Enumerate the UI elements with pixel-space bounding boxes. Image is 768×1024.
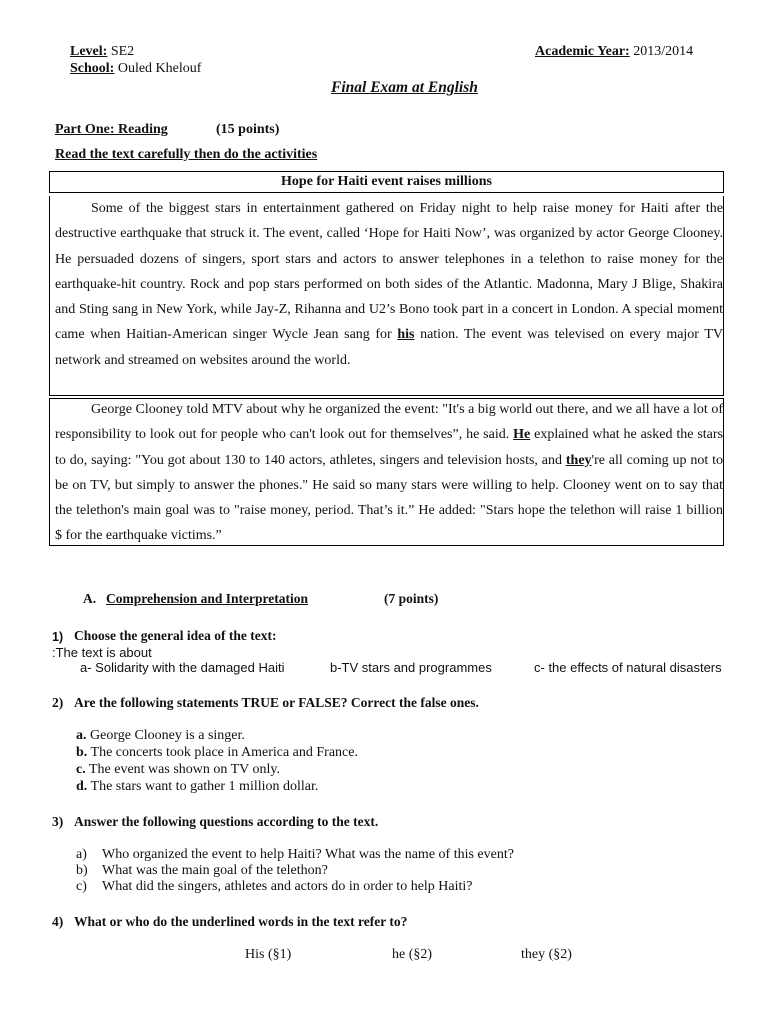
q3-item <box>76 847 87 863</box>
paragraph-two-part-c: 're all coming up not to be on TV, but simply to answer the phones." He said so many stars were willing to help. Clooney went on to say that the telethon's main goal was to "raise money, period. That’s it.” He added: "Stars hope the telethon will raise 1 billion $ for the earthquake victims.” <box>55 452 724 544</box>
q2-item <box>76 779 318 795</box>
q4-question: What or who do the underlined words in the text refer to? <box>74 914 408 929</box>
q3-item-text: What did the singers, athletes and actors do in order to help Haiti? <box>102 879 473 894</box>
underlined-word-they: they <box>565 452 592 468</box>
underlined-word-his: his <box>397 327 415 343</box>
q2-item-text: The stars want to gather 1 million dollar. <box>87 779 319 794</box>
paragraph-one <box>55 196 723 373</box>
q3-item-label: b) <box>76 863 88 878</box>
q1-option-b: b-TV stars and programmes <box>330 660 492 675</box>
q1-question: Choose the general idea of the text: <box>74 628 277 643</box>
exam-title: Final Exam at English <box>331 79 478 96</box>
q1-stem: :The text is about <box>52 645 152 660</box>
q4-number: 4) <box>52 914 64 929</box>
q2-item-label: c. <box>76 762 86 777</box>
school-label: School: <box>70 61 115 76</box>
part-one-heading: Part One: Reading <box>55 122 168 137</box>
text-title: Hope for Haiti event raises millions <box>281 174 492 189</box>
q1-option-a: a- Solidarity with the damaged Haiti <box>80 660 285 675</box>
q3-item-text: Who organized the event to help Haiti? What was the name of this event? <box>102 847 514 862</box>
q3-item-label: c) <box>76 879 87 894</box>
part-one-points: (15 points) <box>216 122 280 137</box>
q1-number: 1) <box>52 630 64 644</box>
q2-item-label: b. <box>76 745 88 760</box>
q3-item-text: What was the main goal of the telethon? <box>102 863 328 878</box>
q2-item-text: The event was shown on TV only. <box>85 762 281 777</box>
q2-item-text: The concerts took place in America and France. <box>87 745 358 760</box>
q3-question: Answer the following questions according to the text. <box>74 814 379 829</box>
q2-item-text: George Clooney is a singer. <box>86 728 245 743</box>
q3-item-label: a) <box>76 847 87 862</box>
paragraph-two-part-a: George Clooney told MTV about why he organized the event: "It's a big world out there, and we all have a lot of responsibility to look out for people who can't look out for themselves”, he said. <box>55 402 723 443</box>
level-label: Level: <box>70 44 108 59</box>
q2-question: Are the following statements TRUE or FALSE? Correct the false ones. <box>74 695 479 710</box>
section-a-title: Comprehension and Interpretation <box>106 591 309 606</box>
level-line <box>70 44 134 60</box>
q3-number: 3) <box>52 814 64 829</box>
q4-word-they: they (§2) <box>521 947 572 962</box>
q2-item-label: d. <box>76 779 88 794</box>
academic-year-value: 2013/2014 <box>629 44 694 59</box>
q2-item <box>76 728 245 744</box>
academic-year-label: Academic Year: <box>535 44 630 59</box>
q2-item-label: a. <box>76 728 87 743</box>
q3-item <box>76 879 87 895</box>
section-a-points: (7 points) <box>384 591 439 606</box>
academic-year-line <box>535 44 693 60</box>
paragraph-one-start: Some of the biggest stars in entertainment gathered on Friday night to help raise money for Haiti after the destructive earthquake that struck it. The event, called ‘Hope for Haiti Now’, was organized by actor George Clooney. He persuaded dozens of singers, sport stars and actors to answer telephones in a telethon to raise money for the earthquake-hit country. Rock and pop stars performed on both sides of the Atlantic. Madonna, Mary J Blige, Shakira and Sting sang in New York, while Jay-Z, Rihanna and U2’s Bono took part in a concert in London. A special moment came when Haitian-American singer Wycle Jean sang for <box>55 201 723 343</box>
q2-item <box>76 745 358 761</box>
q2-item <box>76 762 280 778</box>
q4-word-he: he (§2) <box>392 947 433 962</box>
section-a-letter: A. <box>83 591 97 606</box>
q3-item <box>76 863 88 879</box>
paragraph-two-part-b: explained what he asked the stars to do, saying: "You got about 130 to 140 actors, athletes, singers and television hosts, and <box>55 427 723 468</box>
level-value: SE2 <box>107 44 135 59</box>
school-value: Ouled Khelouf <box>114 61 202 76</box>
paragraph-two <box>55 397 723 549</box>
paragraph-one-end: nation. The event was televised on every major TV network and streamed on websites around the world. <box>55 327 723 368</box>
school-line <box>70 61 201 77</box>
q2-number: 2) <box>52 695 64 710</box>
q1-option-c: c- the effects of natural disasters <box>534 660 722 675</box>
reading-instruction: Read the text carefully then do the activities <box>55 147 318 162</box>
q4-word-his: His (§1) <box>245 947 292 962</box>
underlined-word-he: He <box>513 427 531 443</box>
